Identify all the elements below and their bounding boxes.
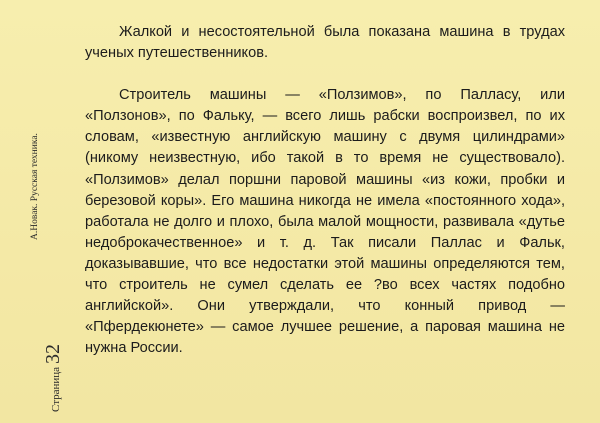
side-margin — [8, 40, 64, 412]
page-label — [42, 344, 65, 412]
page-number: 32 — [42, 343, 64, 364]
paragraph-1: Жалкой и несостоятельной была показана машина в трудах ученых путешественников. — [85, 24, 565, 62]
book-reference: А.Новак. Русская техника. — [30, 133, 40, 240]
paragraph-2: Строитель машины — «Ползимов», по Палласу, или «Ползонов», по Фальку, — всего лишь рабски воспроизвел, по их словам, «известную английскую машину с двумя цилиндрами» (никому неизвестную, ибо такой в то время не существовало). «Ползимов» делал поршни паровой машины «из кожи, пробки и березовой коры». Его машина никогда не имела «постоянного хода», работала не долго и плохо, была малой мощности, развивала «дутье недоброкачественное» и т. д. Так писали Паллас и Фальк, доказывавшие, что все недостатки этой машины определяются тем, что строитель не сумел сделать ее ?во всех частях подобно английской». Они утверждали, что конный привод — «Пфердекюнете» — самое лучшее решение, а паровая машина не нужна России. — [85, 87, 565, 357]
page-word: Страница — [50, 366, 62, 412]
body-text — [85, 22, 565, 359]
